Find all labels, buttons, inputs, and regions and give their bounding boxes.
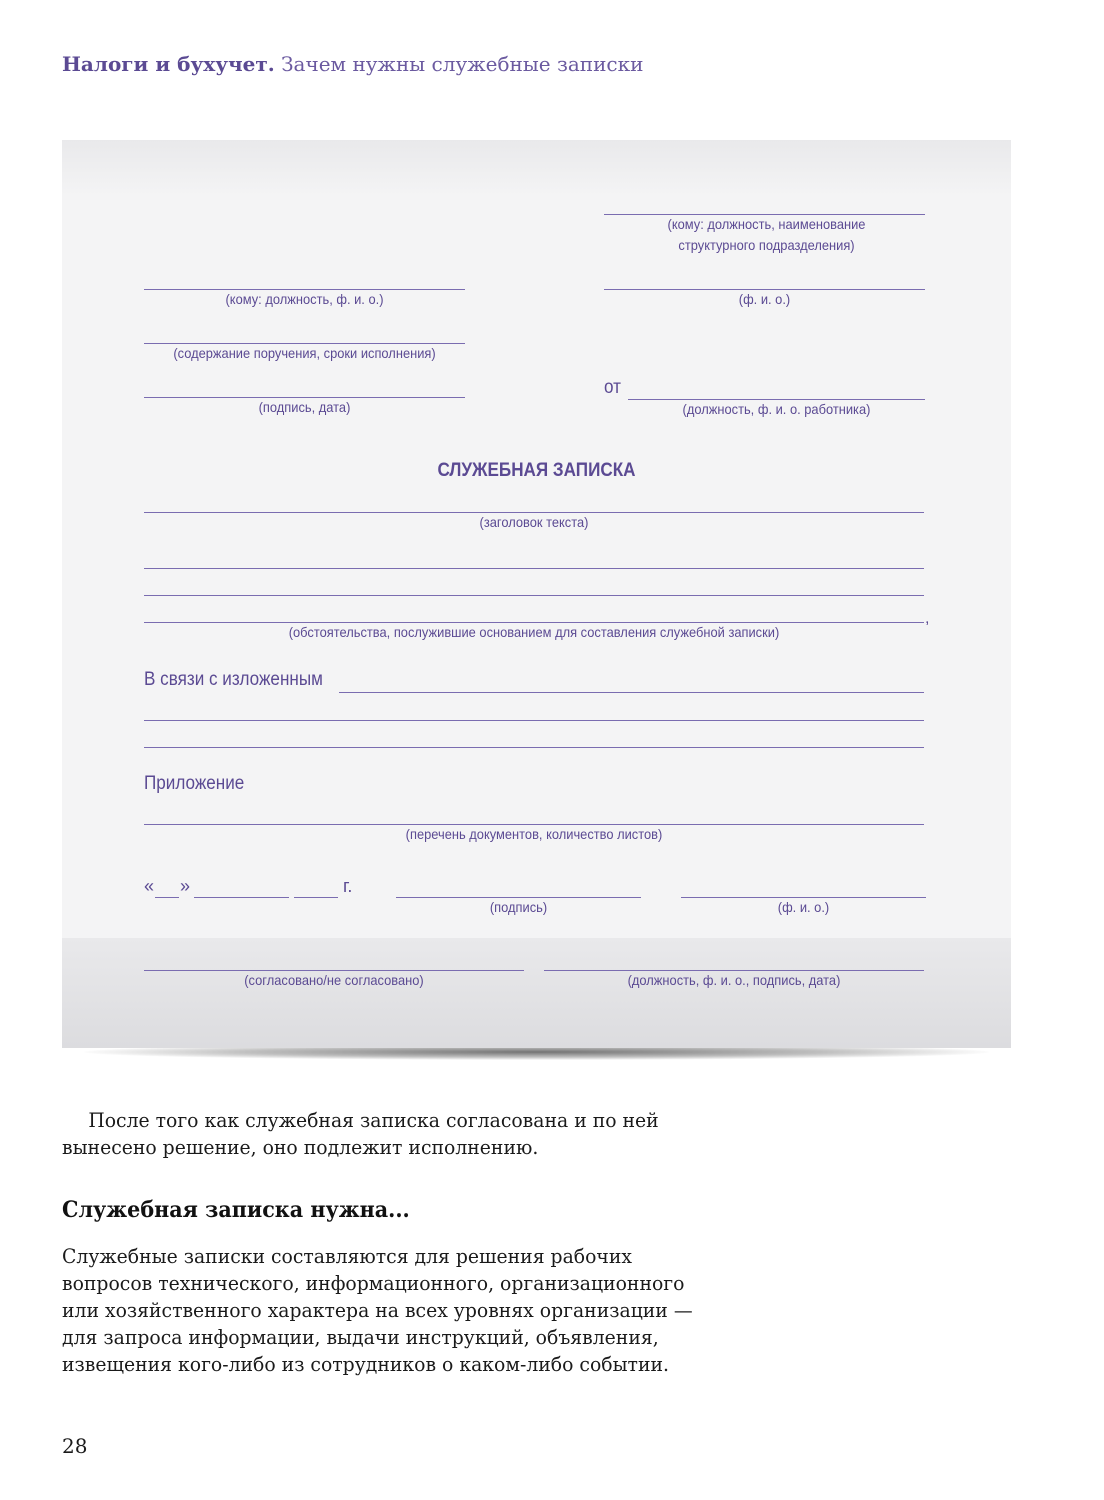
- form-bottom-band: [62, 938, 1011, 1048]
- circumstances-caption: (обстоятельства, послужившие основанием для составления служебной записки): [288, 624, 780, 640]
- signature-date-caption: (подпись, дата): [258, 399, 351, 415]
- circumstances-line-2: [144, 595, 924, 596]
- header-section: Налоги и бухучет.: [62, 52, 275, 76]
- to-dept-caption: (кому: должность, наименование структурного подразделения): [667, 216, 866, 253]
- paragraph-after-form: После того как служебная записка согласована и по ней вынесено решение, оно подлежит исполнению.: [62, 1108, 659, 1159]
- in-connection-line-1: [339, 692, 924, 693]
- text-heading-caption: (заголовок текста): [479, 514, 589, 530]
- section-heading: Служебная записка нужна...: [62, 1197, 410, 1223]
- attachment-caption: (перечень документов, количество листов): [405, 826, 663, 842]
- approved-caption: (согласовано/не согласовано): [244, 972, 424, 988]
- from-label: от: [604, 377, 621, 398]
- date-year-line: [294, 897, 338, 898]
- circumstances-line-1: [144, 568, 924, 569]
- form-title: СЛУЖЕБНАЯ ЗАПИСКА: [437, 460, 636, 481]
- signature-caption: (подпись): [489, 899, 548, 915]
- in-connection-label: В связи с изложенным: [144, 669, 323, 690]
- assignment-caption: (содержание поручения, сроки исполнения): [173, 345, 436, 361]
- to-fio-right-caption: (ф. и. о.): [738, 291, 791, 307]
- attachment-label: Приложение: [144, 773, 245, 794]
- running-header: [62, 52, 643, 76]
- approver-caption: (должность, ф. и. о., подпись, дата): [627, 972, 841, 988]
- from-caption: (должность, ф. и. о. работника): [682, 401, 871, 417]
- fio-caption: (ф. и. о.): [777, 899, 830, 915]
- date-day-line: [155, 897, 179, 898]
- paragraph-purpose: Служебные записки составляются для решения рабочих вопросов технического, информационного, организационного или хозяйственного характера на всех уровнях организации — для запроса информации, выдачи инструкций, объявления, извещения кого-либо из сотрудников о каком-либо событии.: [62, 1244, 693, 1376]
- form-top-band: [62, 140, 1011, 196]
- date-year-suffix: г.: [343, 876, 353, 896]
- memo-form-template: [62, 140, 1011, 1048]
- circumstances-comma: ,: [925, 610, 930, 627]
- to-position-fio-caption: (кому: должность, ф. и. о.): [225, 291, 384, 307]
- date-open-quote: «: [144, 876, 155, 896]
- date-month-line: [194, 897, 289, 898]
- page-number: 28: [62, 1434, 88, 1458]
- in-connection-line-3: [144, 747, 924, 748]
- in-connection-line-2: [144, 720, 924, 721]
- date-close-quote: »: [180, 876, 191, 896]
- header-title: Зачем нужны служебные записки: [281, 52, 644, 76]
